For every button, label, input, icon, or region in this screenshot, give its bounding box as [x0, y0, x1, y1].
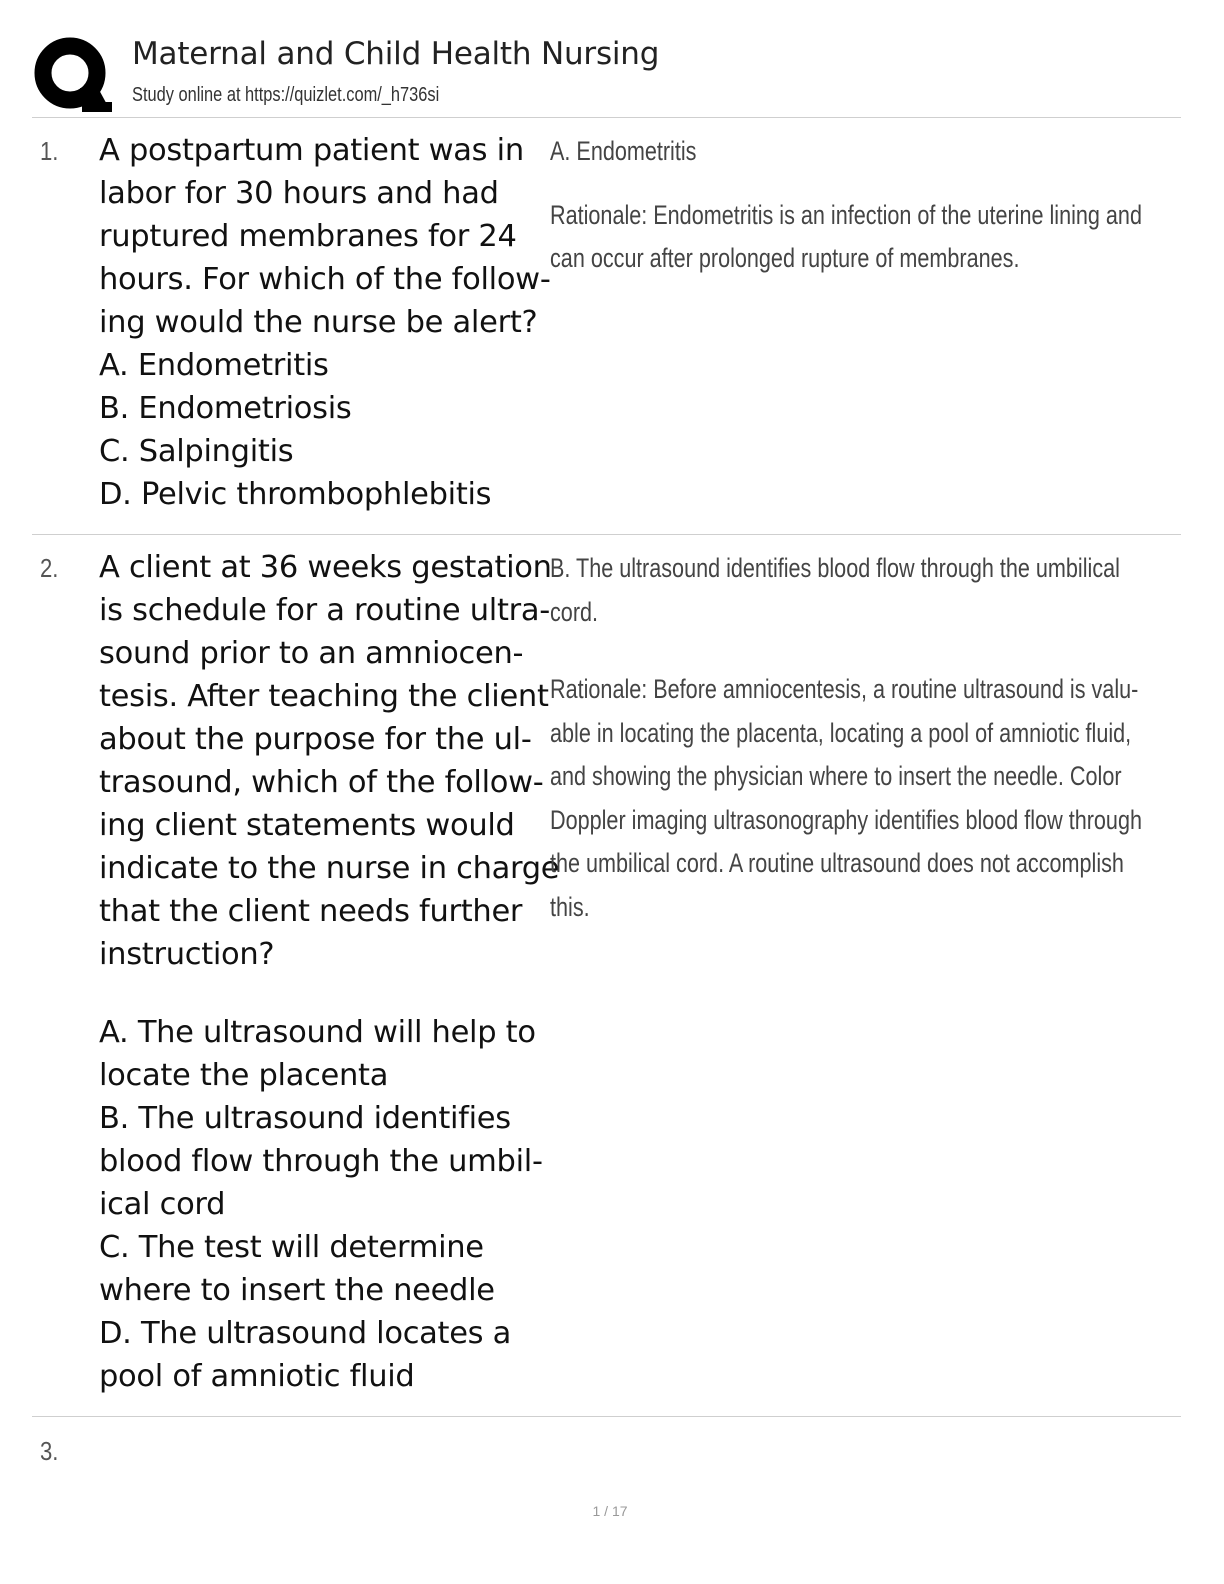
- divider: [32, 117, 1181, 118]
- option-line: A. Endometritis: [99, 348, 329, 383]
- card-number: 1.: [40, 136, 59, 166]
- study-online-line: [132, 84, 439, 107]
- option-line: C. Salpingitis: [99, 434, 294, 469]
- rationale-line: Rationale: Endometritis is an infection of the uterine lining and: [550, 199, 1142, 230]
- study-online-prefix: Study online at: [132, 84, 246, 106]
- rationale-line: this.: [550, 891, 590, 922]
- card-number: 3.: [40, 1436, 59, 1466]
- option-line: A. The ultrasound will help to: [99, 1015, 536, 1050]
- page-header: [30, 30, 1182, 118]
- question-line: ing would the nurse be alert?: [99, 305, 538, 340]
- question-line: indicate to the nurse in charge: [99, 851, 560, 886]
- card-number: 2.: [40, 553, 59, 583]
- option-line: D. Pelvic thrombophlebitis: [99, 477, 492, 512]
- study-url-link[interactable]: https://quizlet.com/_h736si: [245, 84, 440, 106]
- rationale-line: and showing the physician where to insert the needle. Color: [550, 761, 1122, 791]
- question-line: instruction?: [99, 937, 275, 972]
- question-line: labor for 30 hours and had: [99, 176, 499, 211]
- question-line: hours. For which of the follow-: [99, 262, 551, 297]
- answer-line: B. The ultrasound identifies blood flow through the umbilical: [550, 553, 1120, 583]
- divider: [32, 1416, 1181, 1417]
- page-number: 1 / 17: [592, 1503, 628, 1519]
- question-line: A postpartum patient was in: [99, 133, 524, 168]
- option-line: where to insert the needle: [99, 1273, 495, 1308]
- option-line: pool of amniotic fluid: [99, 1359, 415, 1394]
- quizlet-q-logo-icon: [32, 36, 112, 116]
- document-title: Maternal and Child Health Nursing: [132, 36, 660, 72]
- rationale-line: the umbilical cord. A routine ultrasound does not accomplish: [550, 848, 1124, 878]
- question-line: sound prior to an amniocen-: [99, 636, 524, 671]
- option-line: locate the placenta: [99, 1058, 389, 1093]
- question-line: tesis. After teaching the client: [99, 679, 549, 714]
- rationale-line: can occur after prolonged rupture of membranes.: [550, 243, 1020, 273]
- question-line: about the purpose for the ul-: [99, 722, 532, 757]
- option-line: D. The ultrasound locates a: [99, 1316, 512, 1351]
- option-line: B. Endometriosis: [99, 391, 352, 426]
- answer-text: [550, 547, 1190, 929]
- answer-text: [550, 130, 1190, 281]
- answer-line: A. Endometritis: [550, 136, 697, 166]
- option-line: blood flow through the umbil-: [99, 1144, 543, 1179]
- question-line: trasound, which of the follow-: [99, 765, 544, 800]
- question-line: is schedule for a routine ultra-: [99, 593, 550, 628]
- option-line: C. The test will determine: [99, 1230, 484, 1265]
- question-line: ruptured membranes for 24: [99, 219, 517, 254]
- question-line: ing client statements would: [99, 808, 515, 843]
- rationale-line: Doppler imaging ultrasonography identifies blood flow through: [550, 804, 1142, 835]
- question-text: [99, 546, 560, 1398]
- divider: [32, 534, 1181, 535]
- rationale-line: able in locating the placenta, locating a pool of amniotic fluid,: [550, 717, 1132, 748]
- rationale-line: Rationale: Before amniocentesis, a routine ultrasound is valu-: [550, 674, 1139, 704]
- option-line: B. The ultrasound identifies: [99, 1101, 511, 1136]
- answer-line: cord.: [550, 596, 599, 627]
- question-line: that the client needs further: [99, 894, 523, 929]
- question-text: [99, 129, 549, 516]
- option-line: ical cord: [99, 1187, 226, 1222]
- question-line: A client at 36 weeks gestation: [99, 550, 552, 585]
